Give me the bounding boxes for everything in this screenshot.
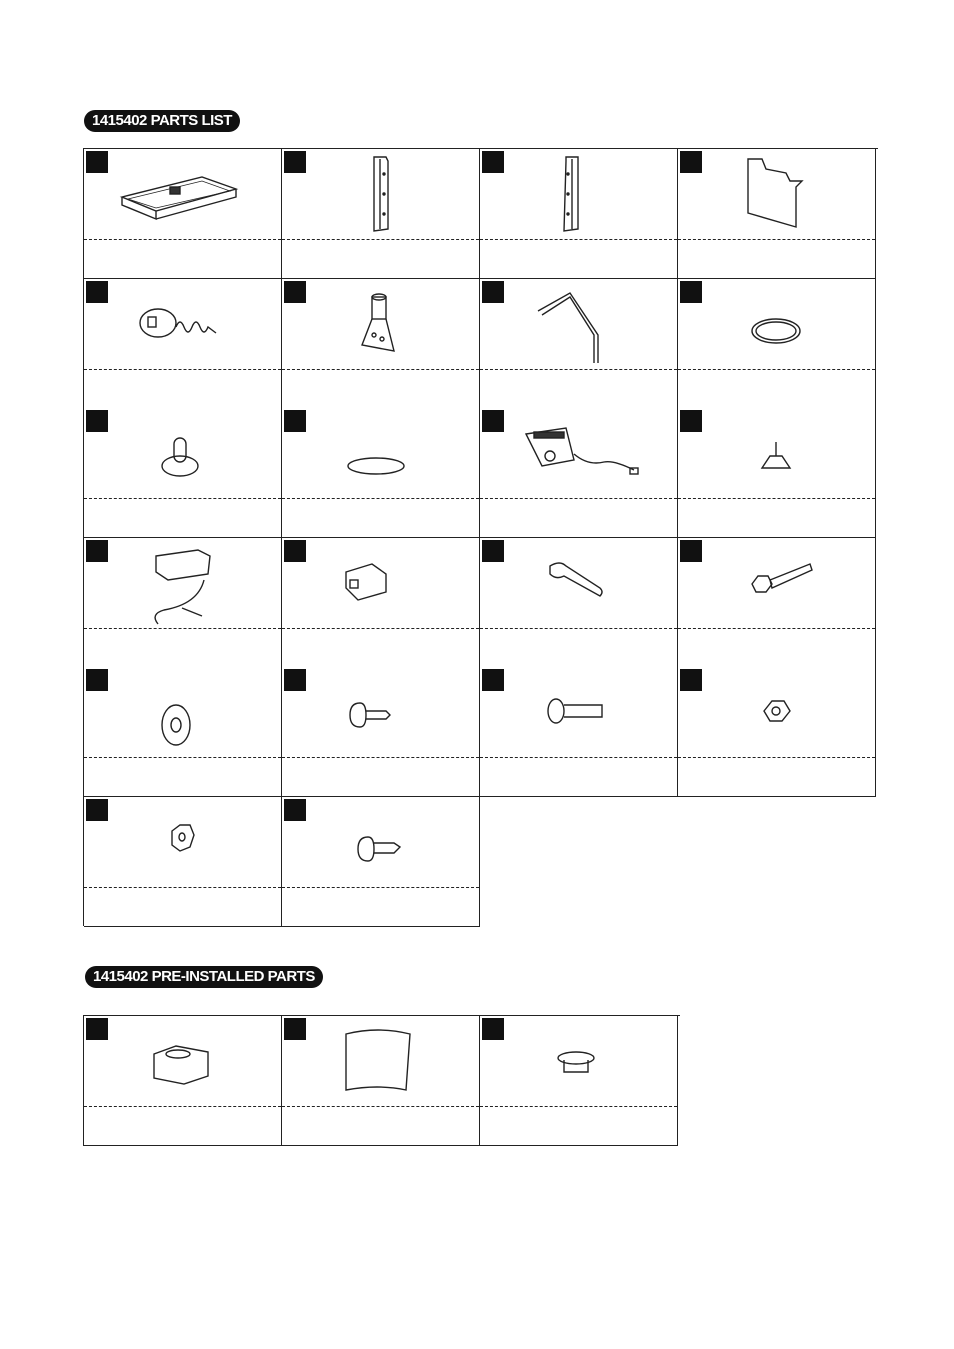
- dashed-divider: [282, 239, 479, 240]
- part-label-area: [84, 889, 281, 926]
- part-number-box: [680, 151, 702, 173]
- part-label-area: [282, 371, 479, 408]
- dashed-divider: [678, 628, 875, 629]
- part-cell: [678, 408, 876, 538]
- pre-installed-part-cell: [480, 1016, 678, 1146]
- dashed-divider: [282, 757, 479, 758]
- part-label-area: [282, 889, 479, 926]
- part-number-box: [86, 540, 108, 562]
- dashed-divider: [480, 369, 677, 370]
- dashed-divider: [480, 757, 677, 758]
- part-cell: [84, 279, 282, 409]
- ring-icon: [678, 279, 874, 369]
- part-label-area: [84, 1108, 281, 1145]
- pre-installed-title: 1415402 PRE-INSTALLED PARTS: [85, 966, 323, 988]
- part-label-area: [678, 500, 875, 537]
- part-cell: [678, 149, 876, 279]
- part-cell: [678, 667, 876, 797]
- dashed-divider: [480, 239, 677, 240]
- part-cell: [480, 538, 678, 668]
- dashed-divider: [84, 887, 281, 888]
- part-label-area: [678, 371, 875, 408]
- dashed-divider: [678, 757, 875, 758]
- score-unit-icon: [480, 408, 676, 498]
- part-number-box: [482, 540, 504, 562]
- part-label-area: [678, 630, 875, 667]
- parts-list-grid: [83, 148, 878, 926]
- part-cell: [678, 538, 876, 668]
- part-number-box: [86, 799, 108, 821]
- bracket-tube-icon: [282, 279, 478, 369]
- part-number-box: [284, 799, 306, 821]
- part-label-area: [480, 630, 677, 667]
- part-cell: [678, 279, 876, 409]
- curved-panel-icon: [282, 1016, 478, 1106]
- part-label-area: [84, 500, 281, 537]
- part-label-area: [678, 759, 875, 796]
- dashed-divider: [282, 369, 479, 370]
- flat-washer-icon: [84, 667, 280, 757]
- part-label-area: [480, 759, 677, 796]
- side-panel-icon: [678, 149, 874, 239]
- dashed-divider: [480, 628, 677, 629]
- part-label-area: [282, 241, 479, 278]
- part-cell: [84, 408, 282, 538]
- part-cell: [84, 538, 282, 668]
- part-cell: [282, 149, 480, 279]
- dashed-divider: [678, 239, 875, 240]
- part-label-area: [480, 241, 677, 278]
- part-cell: [282, 797, 480, 927]
- part-number-box: [86, 410, 108, 432]
- pre-installed-part-cell: [282, 1016, 480, 1146]
- part-label-area: [678, 241, 875, 278]
- part-number-box: [482, 410, 504, 432]
- dashed-divider: [84, 1106, 281, 1107]
- insert-nut-icon: [480, 1016, 676, 1106]
- dashed-divider: [678, 498, 875, 499]
- dashed-divider: [282, 498, 479, 499]
- bent-rod-icon: [480, 279, 676, 369]
- part-number-box: [86, 281, 108, 303]
- dashed-divider: [282, 887, 479, 888]
- dashed-divider: [84, 628, 281, 629]
- part-number-box: [680, 669, 702, 691]
- dashed-divider: [480, 498, 677, 499]
- short-screw-icon: [282, 667, 478, 757]
- wrench-icon: [480, 538, 676, 628]
- part-number-box: [482, 281, 504, 303]
- part-number-box: [482, 151, 504, 173]
- part-number-box: [680, 540, 702, 562]
- blower-fan-icon: [84, 1016, 280, 1106]
- dashed-divider: [84, 369, 281, 370]
- part-number-box: [284, 540, 306, 562]
- part-label-area: [480, 371, 677, 408]
- part-cell: [480, 667, 678, 797]
- leveler-foot-icon: [678, 408, 874, 498]
- part-label-area: [282, 1108, 479, 1145]
- part-cell: [480, 408, 678, 538]
- part-number-box: [680, 281, 702, 303]
- part-label-area: [282, 759, 479, 796]
- part-label-area: [84, 371, 281, 408]
- dashed-divider: [678, 369, 875, 370]
- part-number-box: [482, 1018, 504, 1040]
- puck-disc-icon: [282, 408, 478, 498]
- leg-post-right-icon: [480, 149, 676, 239]
- part-number-box: [284, 151, 306, 173]
- small-nut-icon: [84, 797, 280, 887]
- dashed-divider: [84, 757, 281, 758]
- motor-with-cord-icon: [84, 279, 280, 369]
- part-number-box: [284, 669, 306, 691]
- part-label-area: [480, 500, 677, 537]
- hex-nut-icon: [678, 667, 874, 757]
- dashed-divider: [84, 239, 281, 240]
- part-label-area: [282, 630, 479, 667]
- part-cell: [480, 279, 678, 409]
- part-number-box: [482, 669, 504, 691]
- part-label-area: [84, 241, 281, 278]
- part-cell: [282, 408, 480, 538]
- part-cell: [480, 149, 678, 279]
- parts-list-title: 1415402 PARTS LIST: [84, 110, 240, 132]
- part-cell: [84, 149, 282, 279]
- part-cell: [282, 279, 480, 409]
- part-label-area: [480, 1108, 677, 1145]
- pre-installed-grid: [83, 1015, 680, 1146]
- part-cell: [84, 667, 282, 797]
- part-number-box: [284, 410, 306, 432]
- part-number-box: [86, 151, 108, 173]
- power-adapter-icon: [84, 538, 280, 628]
- dashed-divider: [480, 1106, 677, 1107]
- dashed-divider: [84, 498, 281, 499]
- hex-bolt-icon: [678, 538, 874, 628]
- wood-screw-icon: [282, 797, 478, 887]
- part-cell: [282, 538, 480, 668]
- battery-box-icon: [282, 538, 478, 628]
- leg-post-left-icon: [282, 149, 478, 239]
- part-label-area: [282, 500, 479, 537]
- pre-installed-part-cell: [84, 1016, 282, 1146]
- part-number-box: [284, 1018, 306, 1040]
- part-cell: [84, 797, 282, 927]
- machine-screw-icon: [480, 667, 676, 757]
- part-number-box: [680, 410, 702, 432]
- part-cell: [282, 667, 480, 797]
- table-frame-icon: [84, 149, 280, 239]
- part-number-box: [86, 1018, 108, 1040]
- mallet-icon: [84, 408, 280, 498]
- dashed-divider: [282, 1106, 479, 1107]
- part-number-box: [86, 669, 108, 691]
- part-number-box: [284, 281, 306, 303]
- part-label-area: [84, 759, 281, 796]
- dashed-divider: [282, 628, 479, 629]
- part-label-area: [84, 630, 281, 667]
